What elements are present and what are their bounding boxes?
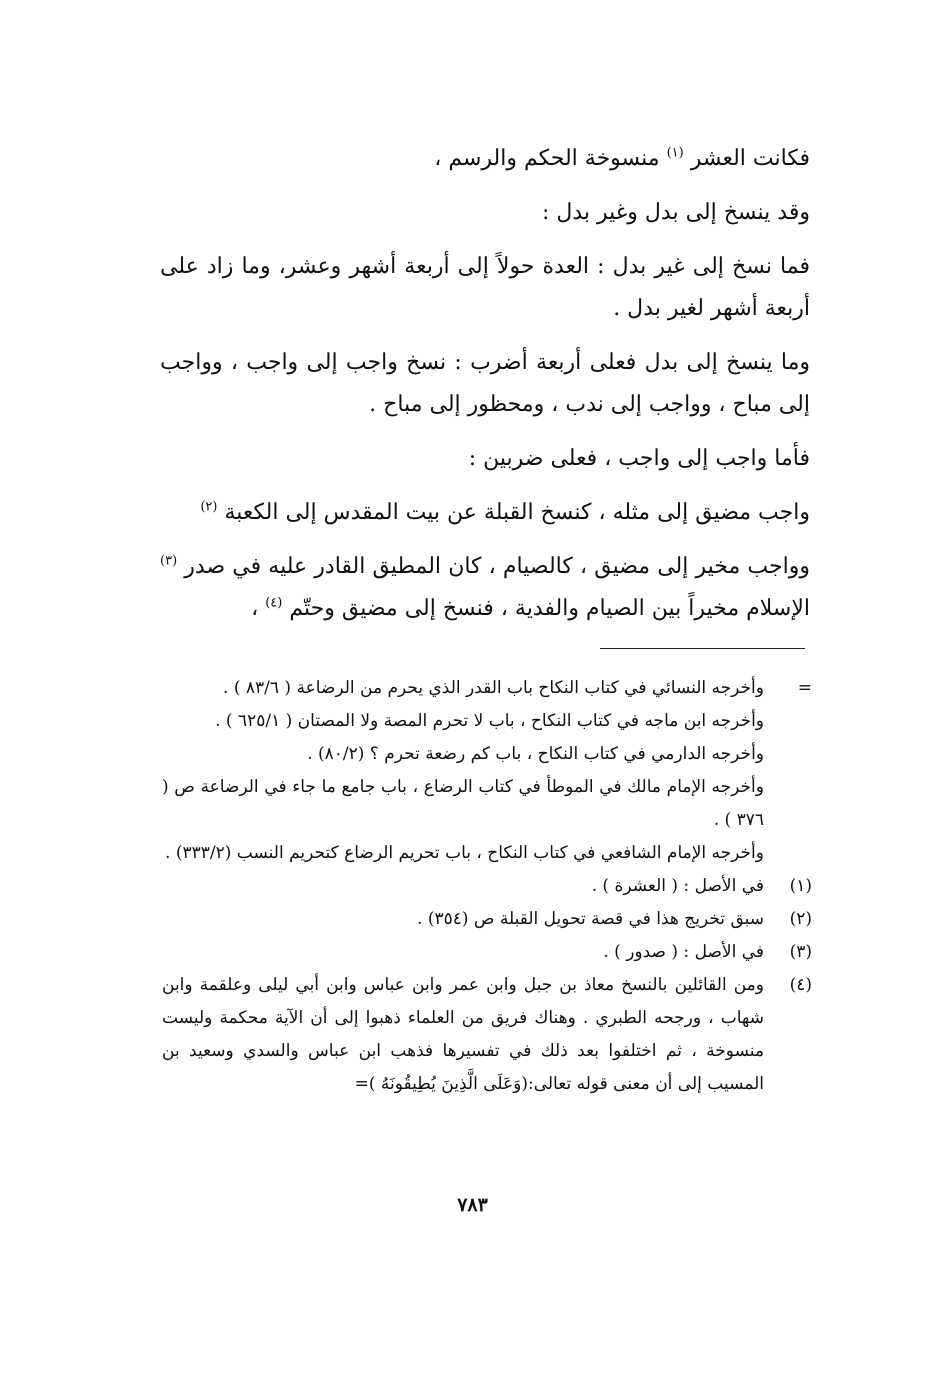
footnote-text: في الأصل : ( العشرة ) .	[591, 876, 764, 896]
footnote-3	[162, 936, 812, 969]
paragraph-text: وواجب مخير إلى مضيق ، كالصيام ، كان المطيق القادر عليه في صدر	[177, 554, 810, 579]
continuation-line: وأخرجه الدارمي في كتاب النكاح ، باب كم رضعة تحرم ؟ (٨٠/٢) .	[307, 744, 764, 764]
footnote-marker: (٣)	[789, 942, 812, 962]
paragraph-2: وقد ينسخ إلى بدل وغير بدل :	[541, 200, 810, 225]
paragraph-3: فما نسخ إلى غير بدل : العدة حولاً إلى أربعة أشهر وعشر، وما زاد على أربعة أشهر لغير بدل .	[160, 254, 810, 321]
continuation-line: وأخرجه ابن ماجه في كتاب النكاح ، باب لا تحرم المصة ولا المصتان ( ٦٢٥/١ ) .	[215, 711, 764, 731]
paragraph-text: واجب مضيق إلى مثله ، كنسخ القبلة عن بيت المقدس إلى الكعبة	[217, 500, 810, 525]
paragraph-text: منسوخة الحكم والرسم ،	[434, 146, 667, 171]
paragraph-text: الإسلام مخيراً بين الصيام والفدية ، فنسخ إلى مضيق وحتّم	[282, 596, 810, 621]
paragraph-1	[160, 138, 810, 180]
footnote-marker: (٤)	[789, 975, 812, 995]
footnote-ref-3[interactable]: (٣)	[160, 553, 178, 569]
footnote-marker: (٢)	[789, 909, 812, 929]
footnote-text: سبق تخريج هذا في قصة تحويل القبلة ص (٣٥٤) .	[417, 909, 764, 929]
continuation-line: وأخرجه الإمام الشافعي في كتاب النكاح ، باب تحريم الرضاع كتحريم النسب (٣٣٣/٢) .	[165, 843, 764, 863]
continuation-marker: =	[797, 678, 812, 698]
continuation-line: وأخرجه النسائي في كتاب النكاح باب القدر الذي يحرم من الرضاعة ( ٨٣/٦ ) .	[223, 678, 764, 698]
paragraph-5: فأما واجب إلى واجب ، فعلى ضربين :	[468, 446, 810, 471]
footnote-text: ومن القائلين بالنسخ معاذ بن جبل وابن عمر وابن عباس وابن أبي ليلى وعلقمة وابن شهاب ، ورجحه الطبري . وهناك فريق من العلماء ذهبوا إلى أن الآية محكمة وليست منسوخة ، ثم اختلفوا بعد ذلك في تفسيرها فذهب ابن عباس والسدي وسعيد بن المسيب إلى أن معنى قوله تعالى:(وَعَلَى الَّذِينَ يُطِيقُونَهُ )=	[162, 975, 764, 1094]
continuation-text	[162, 672, 764, 870]
footnote-text: في الأصل : ( صدور ) .	[603, 942, 764, 962]
page-number: ٧٨٣	[457, 1194, 488, 1216]
paragraph-4: وما ينسخ إلى بدل فعلى أربعة أضرب : نسخ واجب إلى واجب ، وواجب إلى مباح ، وواجب إلى ندب ، ومحظور إلى مباح .	[160, 350, 810, 417]
paragraph-6	[160, 492, 810, 534]
paragraph-7	[160, 546, 810, 630]
footnote-separator	[600, 648, 805, 649]
footnote-ref-4[interactable]: (٤)	[265, 595, 283, 611]
footnote-4	[162, 969, 812, 1101]
paragraph-text: فكانت العشر	[683, 146, 810, 171]
main-text	[160, 138, 810, 630]
footnote-continuation	[162, 672, 812, 870]
footnote-marker: (١)	[789, 876, 812, 896]
footnotes	[162, 672, 812, 1101]
footnote-ref-1[interactable]: (١)	[666, 145, 684, 161]
footnote-ref-2[interactable]: (٢)	[200, 499, 218, 515]
footnote-1	[162, 870, 812, 903]
continuation-line: وأخرجه الإمام مالك في الموطأ في كتاب الرضاع ، باب جامع ما جاء في الرضاعة ص ( ٣٧٦ ) .	[162, 777, 764, 830]
paragraph-text: ،	[251, 596, 266, 621]
footnote-2	[162, 903, 812, 936]
